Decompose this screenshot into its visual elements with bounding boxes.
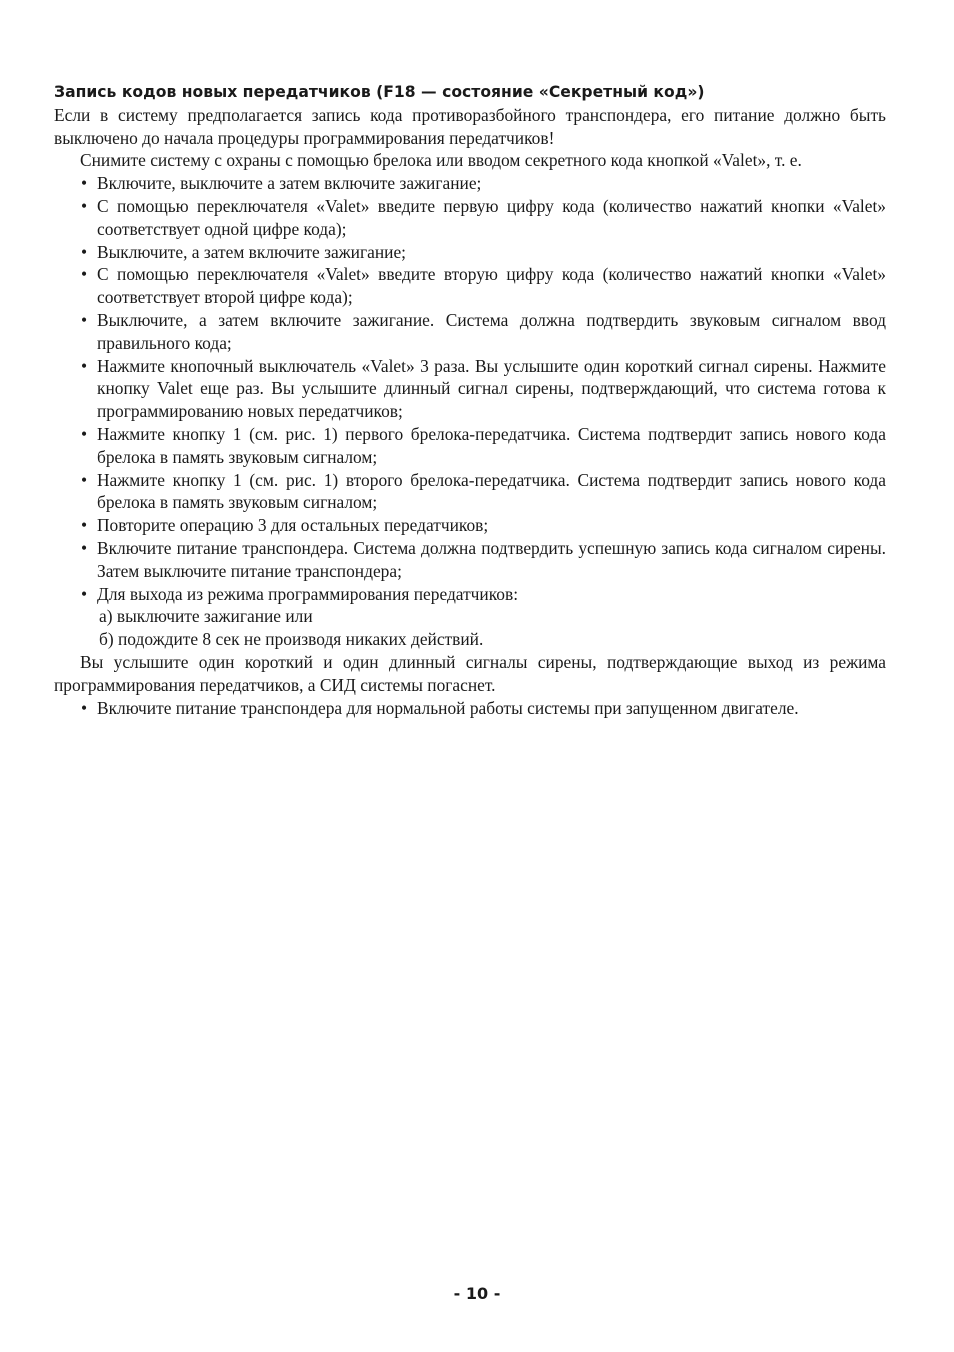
bullet-icon: • (81, 469, 88, 490)
list-item (54, 537, 886, 583)
document-page (54, 81, 886, 719)
bullet-icon: • (81, 173, 88, 194)
bullet-icon: • (81, 264, 88, 285)
step-text: Для выхода из режима программирования передатчиков: (97, 583, 519, 604)
section-heading: Запись кодов новых передатчиков (F18 — состояние «Секретный код») (54, 83, 705, 101)
step-text: С помощью переключателя «Valet» введите вторую цифру кода (количество нажатий кнопки «Valet» соответствует второй цифре кода); (97, 264, 886, 308)
list-item (54, 355, 886, 423)
step-text: Нажмите кнопочный выключатель «Valet» 3 раза. Вы услышите один короткий сигнал сирены. Нажмите кнопку Valet еще раз. Вы услышите длинный сигнал сирены, подтверждающий, что система готова к программированию новых передатчиков; (97, 355, 886, 422)
page-number: - 10 - (453, 1284, 501, 1303)
step-text: Включите питание транспондера. Система должна подтвердить успешную запись кода сигналом сирены. Затем выключите питание транспондера; (97, 537, 886, 581)
bullet-icon: • (81, 697, 88, 718)
step-text: Выключите, а затем включите зажигание; (97, 241, 406, 262)
step-text: Повторите операцию 3 для остальных передатчиков; (97, 515, 489, 536)
bullet-icon: • (81, 309, 88, 330)
step-text: Нажмите кнопку 1 (см. рис. 1) первого брелока-передатчика. Система подтвердит запись нового кода брелока в память звуковым сигналом; (97, 423, 886, 467)
list-item (54, 423, 886, 469)
list-item (54, 514, 886, 537)
bullet-icon: • (81, 195, 88, 216)
exit-confirmation-paragraph: Вы услышите один короткий и один длинный сигналы сирены, подтверждающие выход из режима программирования передатчиков, а СИД системы погаснет. (54, 651, 886, 695)
list-item (54, 241, 886, 264)
bullet-icon: • (81, 355, 88, 376)
step-text: Включите питание транспондера для нормальной работы системы при запущенном двигателе. (97, 697, 799, 718)
list-item (54, 309, 886, 355)
list-item (54, 469, 886, 515)
bullet-icon: • (81, 583, 88, 604)
final-steps-list (54, 697, 886, 720)
exit-option-b: б) подождите 8 сек не производя никаких действий. (99, 629, 484, 650)
bullet-icon: • (81, 241, 88, 262)
list-item (54, 263, 886, 309)
list-item (54, 583, 886, 606)
list-item (54, 172, 886, 195)
bullet-icon: • (81, 423, 88, 444)
step-text: Включите, выключите а затем включите зажигание; (97, 173, 482, 194)
bullet-icon: • (81, 515, 88, 536)
instruction-paragraph: Снимите систему с охраны с помощью брелока или вводом секретного кода кнопкой «Valet», т. е. (80, 150, 802, 171)
list-item (54, 697, 886, 720)
step-text: Нажмите кнопку 1 (см. рис. 1) второго брелока-передатчика. Система подтвердит запись нового кода брелока в память звуковым сигналом; (97, 469, 886, 513)
exit-option-a: а) выключите зажигание или (99, 606, 313, 627)
list-item (54, 195, 886, 241)
bullet-icon: • (81, 537, 88, 558)
step-text: С помощью переключателя «Valet» введите первую цифру кода (количество нажатий кнопки «Valet» соответствует одной цифре кода); (97, 195, 886, 239)
steps-list (54, 172, 886, 605)
step-text: Выключите, а затем включите зажигание. Система должна подтвердить звуковым сигналом ввод правильного кода; (97, 309, 886, 353)
intro-paragraph: Если в систему предполагается запись кода противоразбойного транспондера, его питание должно быть выключено до начала процедуры программирования передатчиков! (54, 104, 886, 148)
